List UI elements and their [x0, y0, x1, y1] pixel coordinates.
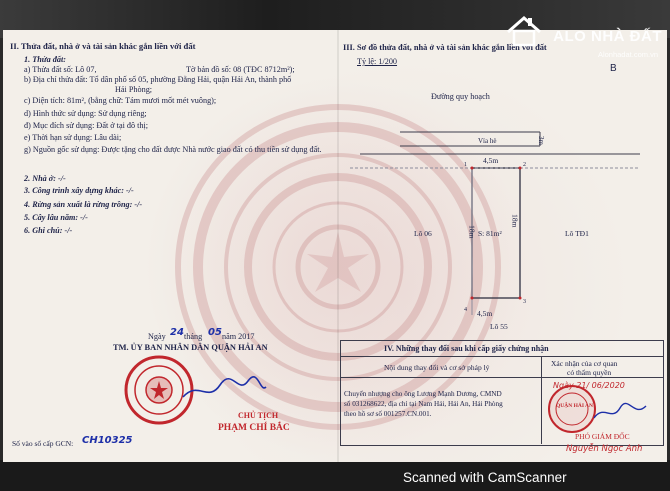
use-form: d) Hình thức sử dụng: Sử dụng riêng; [24, 109, 147, 118]
point-2: 2 [523, 162, 526, 168]
notes-item: 6. Ghi chú: -/- [24, 226, 73, 235]
page-fold [337, 30, 339, 462]
scanner-footer-text: Scanned with CamScanner [403, 470, 567, 485]
change-entry-line-1: Chuyển nhượng cho ông Lương Mạnh Dương, CMND [344, 390, 502, 398]
change-entry-line-3: theo hồ sơ số 001257.CN.001. [344, 410, 432, 418]
deputy-director-name: Nguyễn Ngọc Anh [566, 444, 643, 454]
neighbour-lot-right: Lô TĐ1 [565, 229, 589, 238]
sign-date-year: năm 2017 [222, 332, 255, 341]
point-3: 3 [523, 299, 526, 305]
change-entry-line-2: số 031268622, địa chỉ tại Nam Hải, Hải An, Hải Phòng [344, 400, 503, 408]
table-divider [340, 377, 663, 378]
point-4: 4 [464, 307, 467, 313]
changes-col-header: Nội dung thay đổi và cơ sở pháp lý [384, 363, 490, 372]
bottom-width: 4,5m [477, 309, 493, 318]
forest-item: 4. Rừng sản xuất là rừng trồng: -/- [24, 200, 143, 209]
left-height: 18m [467, 225, 477, 239]
map-scale: Tỷ lệ: 1/200 [357, 57, 398, 66]
district-seal-text: QUẬN HẢI AN [556, 403, 593, 409]
parcel-number: a) Thửa đất số: Lô 07, [24, 65, 97, 74]
issuing-authority: TM. ỦY BAN NHÂN DÂN QUẬN HẢI AN [113, 343, 268, 352]
other-construction-item: 3. Công trình xây dựng khác: -/- [24, 186, 134, 195]
deputy-director-title: PHÓ GIÁM ĐỐC [575, 432, 630, 441]
deputy-signature [590, 400, 650, 426]
perennial-tree-item: 5. Cây lâu năm: -/- [24, 213, 88, 222]
sign-date-month-label: tháng [184, 332, 203, 341]
land-parcel-heading: 1. Thửa đất: [24, 55, 66, 64]
registration-label: Số vào sổ cấp GCN: [12, 439, 74, 448]
map-sheet-number: Tờ bản đồ số: 08 (TĐC 8712m²); [186, 65, 295, 74]
parcel-address: b) Địa chỉ thửa đất: Tổ dân phố số 05, phường Đằng Hải, quận Hải An, thành phố [24, 75, 292, 84]
neighbour-lot-bottom: Lô 55 [490, 322, 508, 331]
section-iii-heading: III. Sơ đồ thửa đất, nhà ở và tài sản khác gắn liền với đất [343, 43, 547, 52]
road-label: Đường quy hoạch [431, 92, 490, 101]
corner-mark: B [610, 63, 617, 74]
parcel-area-label: S: 81m² [478, 229, 502, 238]
chairman-name: PHẠM CHÍ BẮC [218, 423, 290, 433]
chairman-signature [178, 375, 268, 405]
pavement-label: Vỉa hè [478, 137, 497, 145]
sign-date-prefix: Ngày [148, 332, 166, 341]
neighbour-lot-left: Lô 06 [414, 229, 432, 238]
parcel-address-cont: Hải Phòng; [115, 85, 153, 94]
table-divider [340, 356, 663, 357]
watermark-brand: ALO NHÀ ĐẤT [553, 28, 662, 45]
sign-date-month: 05 [208, 327, 222, 338]
right-height: 18m [510, 214, 520, 228]
house-logo-icon [504, 12, 544, 48]
house-item: 2. Nhà ở: -/- [24, 174, 66, 183]
parcel-area: c) Diện tích: 81m², (bằng chữ: Tám mươi mốt mét vuông); [24, 96, 217, 105]
confirmation-date: Ngày 21/ 06/2020 [553, 381, 625, 390]
use-origin: g) Nguồn gốc sử dụng: Được tặng cho đất được Nhà nước giao đất có thu tiền sử dụng đất. [24, 145, 322, 154]
table-column-divider [541, 356, 542, 444]
section-ii-heading: II. Thửa đất, nhà ở và tài sản khác gắn liền với đất [10, 41, 196, 51]
section-iv-heading: IV. Những thay đổi sau khi cấp giấy chứng nhận [384, 344, 549, 353]
pavement-width: 3m [536, 136, 545, 145]
use-purpose: đ) Mục đích sử dụng: Đất ở tại đô thị; [24, 121, 149, 130]
use-term: e) Thời hạn sử dụng: Lâu dài; [24, 133, 122, 142]
registration-number: CH10325 [82, 435, 133, 446]
point-1: 1 [464, 162, 467, 168]
authority-col-header-1: Xác nhận của cơ quan [551, 359, 618, 368]
chairman-title: CHỦ TỊCH [238, 411, 279, 420]
watermark-url: Alonhadat.com.vn [597, 50, 658, 59]
sign-date-day: 24 [170, 327, 184, 338]
authority-col-header-2: có thẩm quyền [567, 368, 612, 377]
top-width: 4,5m [483, 156, 499, 165]
scanner-footer-bar [0, 460, 670, 491]
